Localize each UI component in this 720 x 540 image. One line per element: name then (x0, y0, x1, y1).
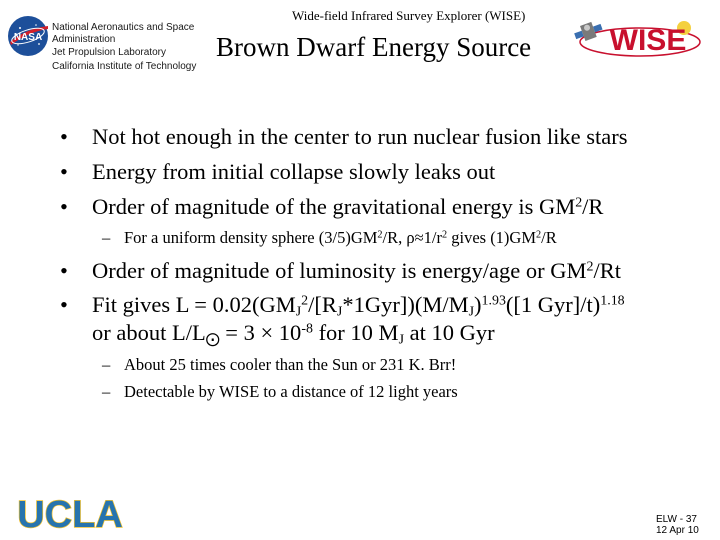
exponent: 2 (586, 259, 594, 275)
exponent: 1.18 (600, 293, 625, 309)
bullet-4-text: Order of magnitude of luminosity is energy/age or GM (92, 258, 587, 283)
bullet-5-text: at 10 Gyr (404, 320, 495, 345)
exponent: 2 (575, 195, 583, 211)
bullet-4-text-end: /Rt (593, 258, 621, 283)
sub-bullet-1 (124, 228, 557, 248)
bullet-glyph: • (60, 124, 68, 149)
bullet-5-text: ) (474, 292, 482, 317)
bullet-5-text: = 3 × 10 (219, 320, 302, 345)
bullet-glyph: • (60, 292, 68, 317)
bullet-2: Energy from initial collapse slowly leaks out (92, 159, 496, 184)
institution-line-2: Administration (52, 33, 116, 45)
dash-glyph: – (102, 355, 111, 374)
bullet-3 (92, 194, 603, 220)
bullet-glyph: • (60, 258, 68, 283)
ucla-logo (12, 492, 128, 534)
slide-number: ELW - 37 (656, 514, 697, 525)
exponent: 1.93 (481, 293, 506, 309)
dash-glyph: – (102, 382, 111, 401)
bullet-5-text: for 10 M (312, 320, 399, 345)
bullet-1: Not hot enough in the center to run nuclear fusion like stars (92, 124, 628, 149)
sub-bullet-2: About 25 times cooler than the Sun or 231 K. Brr! (124, 355, 457, 374)
subscript-j: J (468, 304, 475, 320)
institution-line-4: California Institute of Technology (52, 60, 197, 72)
bullet-glyph: • (60, 159, 68, 184)
sub-bullet-1-text: /R, ρ≈1/r (382, 228, 442, 247)
bullet-5-text: or about L/L (92, 320, 206, 345)
sub-bullet-1-text: For a uniform density sphere (3/5)GM (124, 228, 378, 247)
bullet-5 (92, 292, 625, 318)
sub-bullet-3: Detectable by WISE to a distance of 12 light years (124, 382, 458, 401)
bullet-5-text: ([1 Gyr]/t) (505, 292, 601, 317)
bullet-5-text: /[R (308, 292, 337, 317)
bullet-5-text: Fit gives L = 0.02(GM (92, 292, 296, 317)
institution-line-3: Jet Propulsion Laboratory (52, 47, 166, 58)
exponent: 2 (536, 229, 542, 241)
slide-date: 12 Apr 10 (656, 525, 699, 536)
subscript-j: J (336, 304, 343, 320)
subscript-j: J (398, 332, 404, 348)
mission-name: Wide-field Infrared Survey Explorer (WISE) (292, 8, 526, 23)
sub-bullet-1-text: /R (541, 228, 557, 247)
exponent: 2 (301, 293, 309, 309)
bullet-3-text-end: /R (582, 194, 604, 219)
subscript-j: J (295, 304, 302, 320)
institution-line-1: National Aeronautics and Space (52, 22, 195, 33)
bullet-glyph: • (60, 194, 68, 219)
footer-slide-id (656, 514, 699, 536)
wise-logo-text: WISE (609, 24, 687, 57)
ucla-logo-text: UCLA (17, 494, 123, 534)
exponent: 2 (377, 229, 383, 241)
sun-symbol: ⨀ (205, 331, 220, 348)
bullet-4 (92, 258, 621, 284)
exponent: -8 (301, 321, 313, 337)
exponent: 2 (442, 229, 448, 241)
nasa-logo-text: NASA (13, 32, 43, 43)
bullet-5-line-2 (92, 320, 495, 346)
bullet-5-text: *1Gyr])(M/M (342, 292, 469, 317)
dash-glyph: – (102, 228, 111, 247)
bullet-3-text: Order of magnitude of the gravitational energy is GM (92, 194, 576, 219)
sub-bullet-1-text: gives (1)GM (447, 228, 537, 247)
slide-title: Brown Dwarf Energy Source (216, 32, 532, 62)
